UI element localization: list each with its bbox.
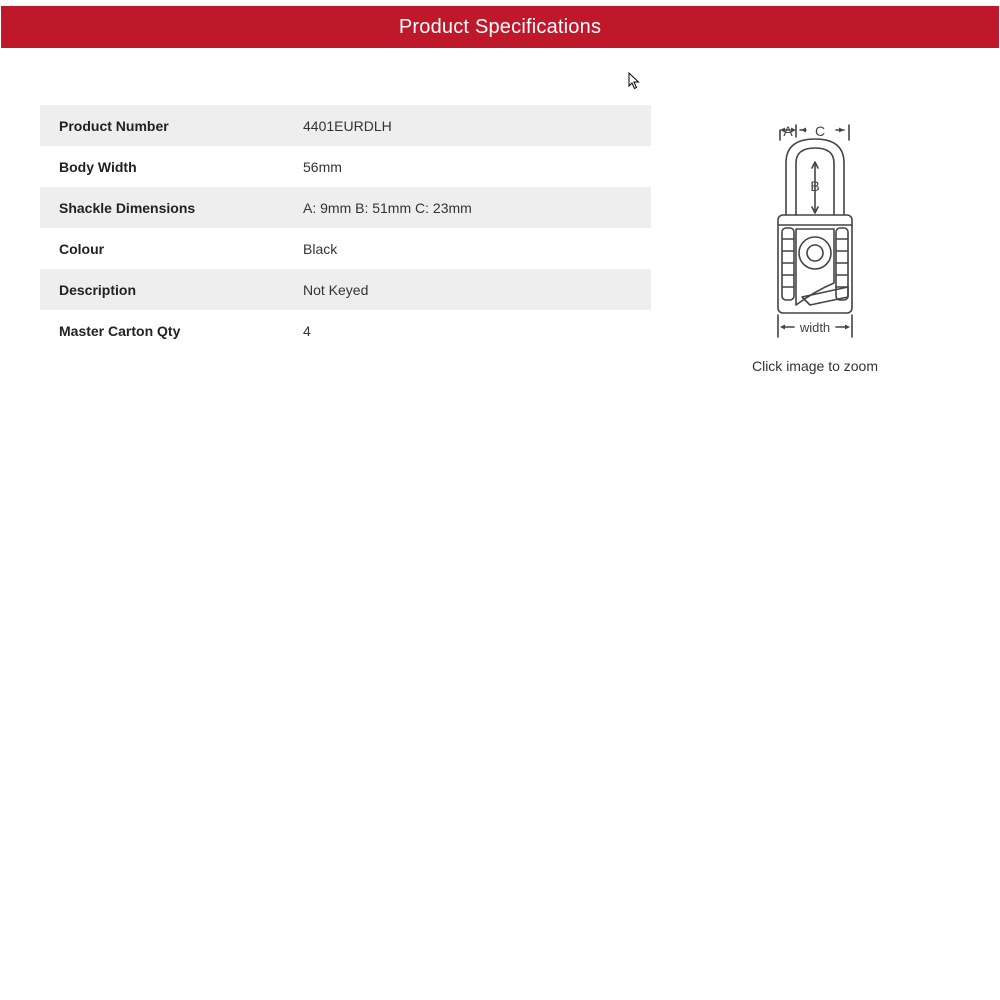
spec-label: Shackle Dimensions (59, 199, 196, 216)
dimension-width-label: width (799, 320, 831, 335)
spec-row-description (40, 269, 651, 310)
spec-label: Product Number (59, 117, 169, 134)
spec-value: 4401EURDLH (303, 117, 392, 134)
spec-row-shackle-dimensions (40, 187, 651, 228)
spec-row-master-carton-qty (40, 310, 651, 351)
spec-table (40, 105, 651, 351)
spec-value: A: 9mm B: 51mm C: 23mm (303, 199, 472, 216)
padlock-diagram-image[interactable] (760, 115, 870, 340)
spec-row-colour (40, 228, 651, 269)
spec-label: Body Width (59, 158, 137, 175)
spec-value: Not Keyed (303, 281, 369, 298)
spec-label: Description (59, 281, 137, 298)
spec-label: Master Carton Qty (59, 322, 181, 339)
dimension-c-label: C (814, 123, 826, 139)
spec-label: Colour (59, 240, 105, 257)
spec-value: Black (303, 240, 338, 257)
section-header (1, 6, 999, 48)
spec-value: 56mm (303, 158, 342, 175)
spec-value: 4 (303, 322, 311, 339)
section-title: Product Specifications (398, 15, 602, 38)
spec-row-body-width (40, 146, 651, 187)
spec-row-product-number (40, 105, 651, 146)
zoom-caption[interactable]: Click image to zoom (751, 358, 879, 374)
dimension-a-label: A (783, 123, 793, 139)
padlock-dimension-figure[interactable] (740, 115, 890, 340)
mouse-pointer-icon (628, 72, 640, 95)
dimension-b-label: B (810, 178, 820, 194)
